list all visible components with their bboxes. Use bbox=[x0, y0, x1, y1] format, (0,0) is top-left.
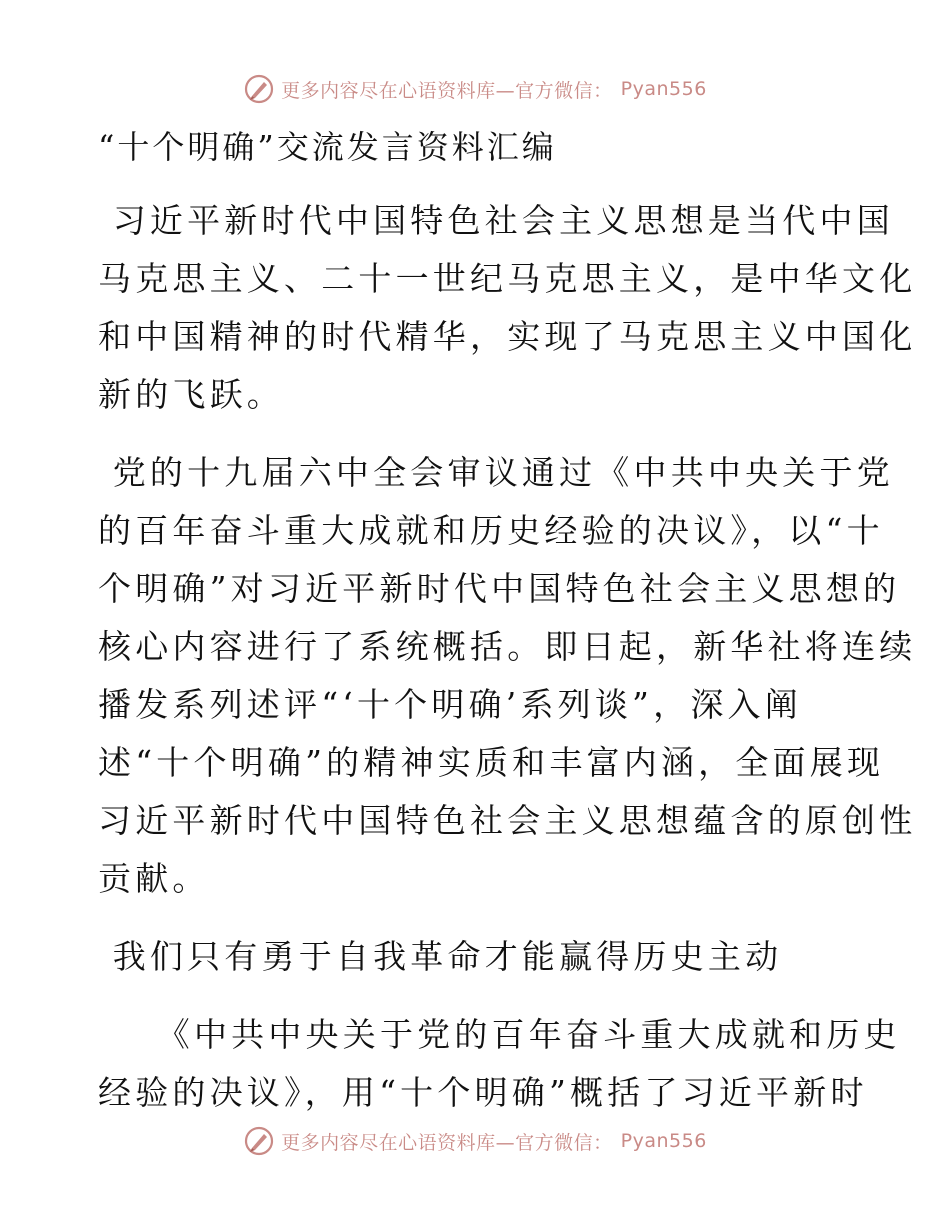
pen-logo-icon bbox=[243, 1125, 275, 1157]
document-title: “十个明确”交流发言资料汇编 bbox=[98, 128, 557, 166]
text-line: 个明确”对习近平新时代中国特色社会主义思想的 bbox=[98, 569, 901, 608]
text-line: 核心内容进行了系统概括。即日起，新华社将连续 bbox=[98, 627, 917, 666]
paragraph-intro bbox=[98, 192, 917, 424]
text-line: 播发系列述评“‘十个明确’系列谈”，深入阐 bbox=[98, 685, 802, 724]
section-subheading bbox=[98, 928, 850, 986]
watermark-footer bbox=[0, 1124, 950, 1158]
text-line: 新的飞跃。 bbox=[98, 375, 284, 414]
paragraph-plenum bbox=[98, 444, 917, 908]
watermark-text: 更多内容尽在心语资料库—官方微信： bbox=[281, 1131, 613, 1154]
text-line: 《中共中央关于党的百年奋斗重大成就和历史 bbox=[98, 1015, 901, 1054]
text-line: 习近平新时代中国特色社会主义思想蕴含的原创性 bbox=[98, 801, 917, 840]
text-line: 马克思主义、二十一世纪马克思主义，是中华文化 bbox=[98, 259, 917, 298]
document-body bbox=[98, 118, 917, 1122]
watermark-wechat-id: Pyan556 bbox=[620, 1130, 707, 1152]
watermark-wechat-id: Pyan556 bbox=[620, 78, 707, 100]
text-line: 习近平新时代中国特色社会主义思想是当代中国 bbox=[98, 201, 894, 240]
text-line: 经验的决议》，用“十个明确”概括了习近平新时 bbox=[98, 1073, 868, 1112]
text-line: 的百年奋斗重大成就和历史经验的决议》，以“十 bbox=[98, 511, 884, 550]
text-line: 贡献。 bbox=[98, 859, 210, 898]
paragraph-resolution bbox=[98, 1006, 901, 1122]
text-line: 和中国精神的时代精华，实现了马克思主义中国化 bbox=[98, 317, 917, 356]
text-line: 述“十个明确”的精神实质和丰富内涵，全面展现 bbox=[98, 743, 885, 782]
text-line: 党的十九届六中全会审议通过《中共中央关于党 bbox=[98, 453, 894, 492]
watermark-header bbox=[0, 72, 950, 106]
watermark-text: 更多内容尽在心语资料库—官方微信： bbox=[281, 79, 613, 102]
subheading-text: 我们只有勇于自我革命才能赢得历史主动 bbox=[98, 937, 783, 976]
pen-logo-icon bbox=[243, 73, 275, 105]
